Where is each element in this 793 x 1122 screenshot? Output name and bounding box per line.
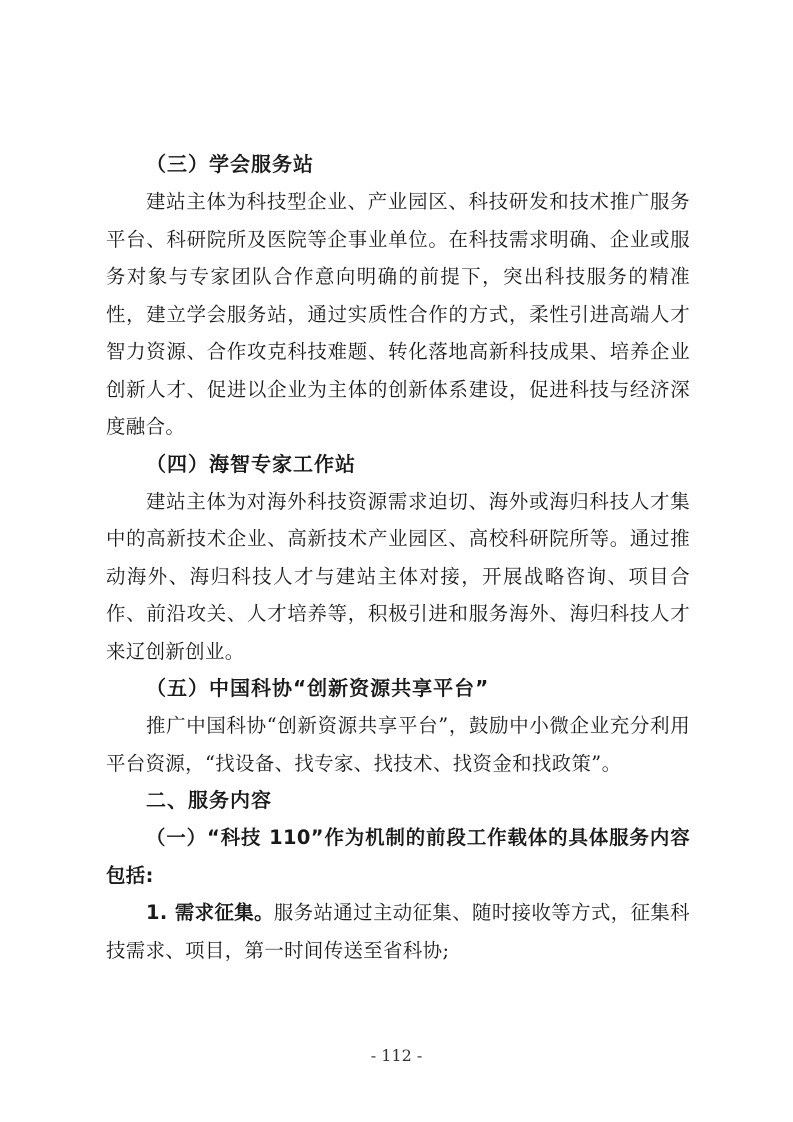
section-body-4: 建站主体为对海外科技资源需求迫切、海外或海归科技人才集中的高新技术企业、高新技术产业园区、高校科研院所等。通过推动海外、海归科技人才与建站主体对接，开展战略咨询、项目合作、前沿攻关、人才培养等，积极引进和服务海外、海归科技人才来辽创新创业。: [106, 489, 690, 663]
section-body-5: 推广中国科协“创新资源共享平台”，鼓励中小微企业充分利用平台资源，“找设备、找专家、找技术、找资金和找政策”。: [106, 714, 690, 775]
service-item-1: [106, 894, 690, 969]
page-content: [106, 146, 690, 969]
service-item-1-body: 服务站通过主动征集、随时接收等方式，征集科技需求、项目，第一时间传送至省科协;: [106, 901, 690, 962]
section-heading-5: （五）中国科协“创新资源共享平台”: [146, 676, 490, 700]
section-heading-4: （四）海智专家工作站: [146, 451, 356, 476]
page-number: - 112 -: [370, 1046, 423, 1065]
part-two-subheading: （一）“科技 110”作为机制的前段工作载体的具体服务内容包括:: [106, 826, 690, 887]
section-heading-3: （三）学会服务站: [146, 152, 314, 176]
part-two-heading: 二、服务内容: [146, 788, 272, 812]
section-body-3: 建站主体为科技型企业、产业园区、科技研发和技术推广服务平台、科研院所及医院等企事业单位。在科技需求明确、企业或服务对象与专家团队合作意向明确的前提下，突出科技服务的精准性，建立学会服务站，通过实质性合作的方式，柔性引进高端人才智力资源、合作攻克科技难题、转化落地高新科技成果、培养企业创新人才、促进以企业为主体的创新体系建设，促进科技与经济深度融合。: [106, 190, 690, 438]
service-item-1-lead: 1. 需求征集。: [146, 901, 274, 924]
